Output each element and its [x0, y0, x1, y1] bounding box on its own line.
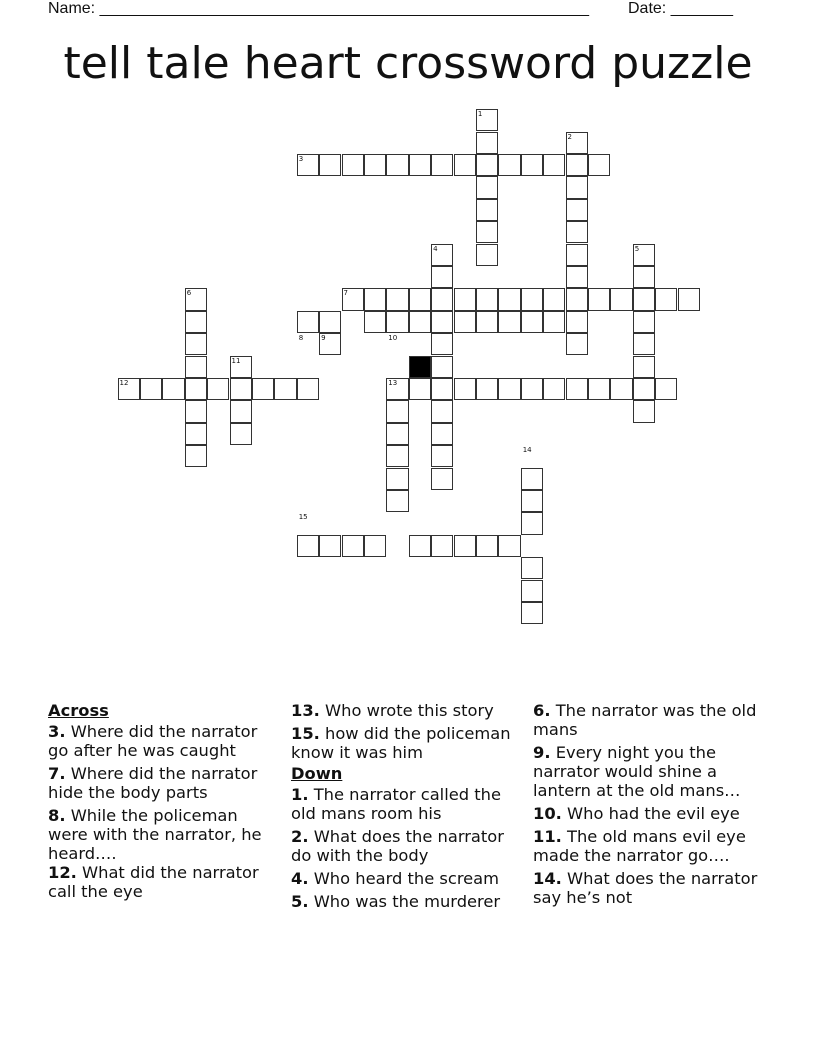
- clue-down-5: [291, 892, 527, 911]
- grid-cell[interactable]: [521, 557, 543, 579]
- grid-cell[interactable]: [252, 378, 274, 400]
- grid-cell[interactable]: [610, 288, 632, 310]
- page-title: tell tale heart crossword puzzle: [63, 38, 753, 89]
- clue-number-label: 2: [567, 132, 572, 141]
- clue-down-4: [291, 869, 527, 888]
- clue-number: 12.: [48, 863, 77, 882]
- clue-number-label: 15: [298, 513, 308, 522]
- clue-number-label: 1: [477, 110, 483, 119]
- clue-number-label: 8: [298, 334, 304, 343]
- clue-number: 1.: [291, 785, 309, 804]
- grid-cell[interactable]: [364, 311, 386, 333]
- grid-cell[interactable]: [185, 423, 207, 445]
- date-field-label: Date: _______: [628, 0, 733, 17]
- clue-number-label: 10: [388, 334, 398, 343]
- grid-cell[interactable]: [543, 288, 565, 310]
- grid-cell[interactable]: [364, 535, 386, 557]
- clue-text: Who wrote this story: [325, 701, 494, 720]
- clue-down-6: [533, 701, 769, 739]
- grid-cell[interactable]: [633, 266, 655, 288]
- clue-across-8: [48, 806, 280, 863]
- grid-cell[interactable]: [386, 468, 408, 490]
- grid-cell[interactable]: [319, 154, 341, 176]
- clue-text: While the policeman were with the narrator, he heard….: [48, 806, 262, 863]
- grid-cell[interactable]: [476, 378, 498, 400]
- grid-cell[interactable]: [588, 154, 610, 176]
- clue-text: What does the narrator do with the body: [291, 827, 504, 865]
- grid-cell[interactable]: [543, 311, 565, 333]
- clue-number: 7.: [48, 764, 66, 783]
- grid-cell[interactable]: [566, 221, 588, 243]
- grid-cell[interactable]: [140, 378, 162, 400]
- grid-cell[interactable]: [498, 378, 520, 400]
- grid-cell[interactable]: [476, 535, 498, 557]
- clue-number: 3.: [48, 722, 66, 741]
- grid-cell[interactable]: [521, 602, 543, 624]
- grid-cell[interactable]: [566, 199, 588, 221]
- grid-cell[interactable]: [633, 378, 655, 400]
- grid-cell[interactable]: [566, 176, 588, 198]
- clue-down-9: [533, 743, 769, 800]
- grid-cell[interactable]: [185, 445, 207, 467]
- clue-text: What did the narrator call the eye: [48, 863, 259, 901]
- clue-down-10: [533, 804, 769, 823]
- grid-cell[interactable]: [610, 378, 632, 400]
- clues-column-2: [291, 701, 527, 915]
- grid-cell[interactable]: [431, 333, 453, 355]
- clue-across-13: [291, 701, 527, 720]
- grid-cell[interactable]: [476, 176, 498, 198]
- across-heading: Across: [48, 701, 109, 720]
- grid-cell[interactable]: [498, 535, 520, 557]
- clue-number: 9.: [533, 743, 551, 762]
- clue-across-12: [48, 863, 280, 901]
- clues-column-1: [48, 701, 280, 905]
- grid-cell[interactable]: [409, 288, 431, 310]
- clue-number-label: 13: [388, 378, 398, 387]
- grid-cell[interactable]: [386, 311, 408, 333]
- grid-cell[interactable]: [476, 244, 498, 266]
- clue-number-label: 11: [231, 356, 241, 365]
- grid-cell[interactable]: [431, 356, 453, 378]
- grid-cell[interactable]: [476, 288, 498, 310]
- grid-cell[interactable]: [230, 423, 252, 445]
- grid-cell[interactable]: [566, 378, 588, 400]
- grid-cell[interactable]: [230, 378, 252, 400]
- grid-cell[interactable]: [521, 468, 543, 490]
- grid-cell[interactable]: [297, 535, 319, 557]
- grid-cell[interactable]: [207, 378, 229, 400]
- grid-cell[interactable]: [655, 288, 677, 310]
- grid-cell[interactable]: [521, 512, 543, 534]
- grid-cell[interactable]: [386, 490, 408, 512]
- grid-cell[interactable]: [431, 535, 453, 557]
- grid-cell[interactable]: [633, 288, 655, 310]
- grid-cell[interactable]: [409, 154, 431, 176]
- clue-down-1: [291, 785, 527, 823]
- grid-cell[interactable]: [409, 378, 431, 400]
- grid-cell[interactable]: [521, 288, 543, 310]
- clue-text: Who heard the scream: [313, 869, 500, 888]
- grid-cell[interactable]: [364, 288, 386, 310]
- clue-text: Where did the narrator go after he was caught: [48, 722, 258, 760]
- clue-down-14: [533, 869, 769, 907]
- grid-cell[interactable]: [454, 154, 476, 176]
- clue-number-label: 12: [119, 378, 129, 387]
- grid-cell[interactable]: [521, 154, 543, 176]
- grid-cell[interactable]: [476, 311, 498, 333]
- grid-cell[interactable]: [454, 311, 476, 333]
- grid-cell[interactable]: [386, 288, 408, 310]
- grid-cell[interactable]: [431, 311, 453, 333]
- clue-number-label: 9: [321, 334, 326, 343]
- clue-text: The narrator called the old mans room his: [291, 785, 501, 823]
- grid-cell[interactable]: [386, 445, 408, 467]
- grid-cell[interactable]: [230, 400, 252, 422]
- grid-cell[interactable]: [521, 378, 543, 400]
- clue-number: 14.: [533, 869, 562, 888]
- clue-down-11: [533, 827, 769, 865]
- grid-cell[interactable]: [498, 311, 520, 333]
- clue-text: Who was the murderer: [313, 892, 501, 911]
- grid-cell[interactable]: [566, 311, 588, 333]
- clue-number-label: 4: [433, 244, 438, 253]
- clue-number-label: 3: [298, 154, 304, 163]
- grid-cell[interactable]: [431, 423, 453, 445]
- grid-cell[interactable]: [386, 400, 408, 422]
- grid-cell[interactable]: [319, 535, 341, 557]
- grid-cell[interactable]: [566, 244, 588, 266]
- grid-cell[interactable]: [409, 311, 431, 333]
- grid-cell[interactable]: [476, 221, 498, 243]
- grid-cell[interactable]: [476, 199, 498, 221]
- grid-cell[interactable]: [633, 400, 655, 422]
- grid-cell[interactable]: [364, 154, 386, 176]
- grid-cell[interactable]: [185, 311, 207, 333]
- grid-cell[interactable]: [521, 580, 543, 602]
- grid-cell[interactable]: [655, 378, 677, 400]
- grid-cell[interactable]: [274, 378, 296, 400]
- grid-cell[interactable]: [431, 445, 453, 467]
- grid-cell[interactable]: [588, 288, 610, 310]
- clue-across-15: [291, 724, 527, 762]
- grid-cell[interactable]: [185, 356, 207, 378]
- clue-number-label: 7: [343, 289, 348, 298]
- grid-cell[interactable]: [566, 266, 588, 288]
- grid-cell[interactable]: [409, 535, 431, 557]
- clue-text: Who had the evil eye: [567, 804, 740, 823]
- grid-cell[interactable]: [678, 288, 700, 310]
- clues-column-3: [533, 701, 769, 911]
- clue-text: Where did the narrator hide the body parts: [48, 764, 258, 802]
- clue-number: 5.: [291, 892, 309, 911]
- name-field-label: Name: _______________________________________________________: [48, 0, 589, 17]
- grid-cell[interactable]: [498, 154, 520, 176]
- grid-cell[interactable]: [454, 288, 476, 310]
- grid-cell[interactable]: [342, 535, 364, 557]
- grid-cell[interactable]: [543, 154, 565, 176]
- clue-number: 8.: [48, 806, 66, 825]
- grid-cell[interactable]: [566, 154, 588, 176]
- clue-text: The narrator was the old mans: [533, 701, 757, 739]
- grid-cell[interactable]: [431, 400, 453, 422]
- grid-cell[interactable]: [342, 154, 364, 176]
- clue-number: 6.: [533, 701, 551, 720]
- clue-number: 11.: [533, 827, 562, 846]
- black-cell: [409, 356, 431, 378]
- grid-cell[interactable]: [431, 378, 453, 400]
- clue-number-label: 14: [522, 446, 532, 455]
- grid-cell[interactable]: [297, 311, 319, 333]
- grid-cell[interactable]: [588, 378, 610, 400]
- grid-cell[interactable]: [476, 132, 498, 154]
- clue-number: 2.: [291, 827, 309, 846]
- grid-cell[interactable]: [454, 535, 476, 557]
- grid-cell[interactable]: [633, 333, 655, 355]
- grid-cell[interactable]: [566, 288, 588, 310]
- clue-number-label: 6: [186, 289, 192, 298]
- grid-cell[interactable]: [633, 311, 655, 333]
- grid-cell[interactable]: [386, 423, 408, 445]
- grid-cell[interactable]: [476, 154, 498, 176]
- grid-cell[interactable]: [162, 378, 184, 400]
- grid-cell[interactable]: [633, 356, 655, 378]
- grid-cell[interactable]: [543, 378, 565, 400]
- grid-cell[interactable]: [319, 311, 341, 333]
- clue-number: 10.: [533, 804, 562, 823]
- grid-cell[interactable]: [566, 333, 588, 355]
- grid-cell[interactable]: [431, 266, 453, 288]
- grid-cell[interactable]: [431, 468, 453, 490]
- clue-across-7: [48, 764, 280, 802]
- grid-cell[interactable]: [431, 154, 453, 176]
- clue-text: The old mans evil eye made the narrator go….: [533, 827, 746, 865]
- grid-cell[interactable]: [498, 288, 520, 310]
- clue-number-label: 5: [634, 244, 640, 253]
- clue-number: 15.: [291, 724, 320, 743]
- grid-cell[interactable]: [431, 288, 453, 310]
- clue-across-3: [48, 722, 280, 760]
- grid-cell[interactable]: [185, 400, 207, 422]
- down-heading: Down: [291, 764, 343, 783]
- clue-number: 4.: [291, 869, 309, 888]
- clue-down-2: [291, 827, 527, 865]
- clue-text: Every night you the narrator would shine a lantern at the old mans…: [533, 743, 741, 800]
- clue-text: how did the policeman know it was him: [291, 724, 511, 762]
- grid-cell[interactable]: [521, 490, 543, 512]
- clue-number: 13.: [291, 701, 320, 720]
- grid-cell[interactable]: [185, 333, 207, 355]
- grid-cell[interactable]: [521, 311, 543, 333]
- grid-cell[interactable]: [454, 378, 476, 400]
- grid-cell[interactable]: [185, 378, 207, 400]
- grid-cell[interactable]: [297, 378, 319, 400]
- grid-cell[interactable]: [386, 154, 408, 176]
- clue-text: What does the narrator say he’s not: [533, 869, 758, 907]
